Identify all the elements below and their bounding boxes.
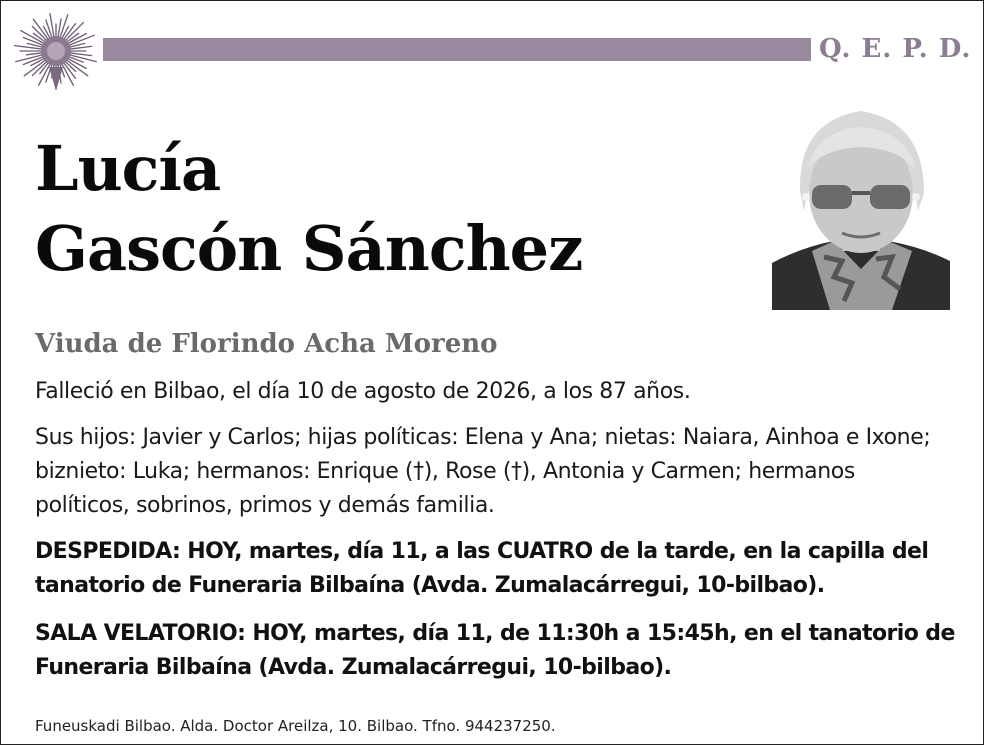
death-notice: Falleció en Bilbao, el día 10 de agosto de 2026, a los 87 años. — [35, 379, 691, 404]
thistle-icon — [13, 11, 99, 93]
farewell-ceremony: DESPEDIDA: HOY, martes, día 11, a las CUATRO de la tarde, en la capilla del tanatorio de Funeraria Bilbaína (Avda. Zumalacárregui, 10-bilbao). — [35, 539, 929, 598]
vigil-room: SALA VELATORIO: HOY, martes, día 11, de 11:30h a 15:45h, en el tanatorio de Funeraria Bilbaína (Avda. Zumalacárregui, 10-bilbao). — [35, 621, 955, 680]
header-bar — [103, 38, 811, 61]
funeral-home-footer: Funeuskadi Bilbao. Alda. Doctor Areilza, 10. Bilbao. Tfno. 944237250. — [35, 717, 556, 735]
deceased-name — [35, 129, 582, 289]
widow-of: Viuda de Florindo Acha Moreno — [35, 329, 498, 359]
first-name: Lucía — [35, 132, 221, 205]
portrait-photo — [772, 101, 950, 310]
family-list: Sus hijos: Javier y Carlos; hijas políticas: Elena y Ana; nietas: Naiara, Ainhoa e Ixone; biznieto: Luka; hermanos: Enrique (†), Rose (†), Antonia y Carmen; hermanos políticos, sobrinos, primos y demás familia. — [35, 425, 931, 518]
qepd-heading: Q. E. P. D. — [819, 34, 972, 64]
surnames: Gascón Sánchez — [35, 212, 583, 285]
